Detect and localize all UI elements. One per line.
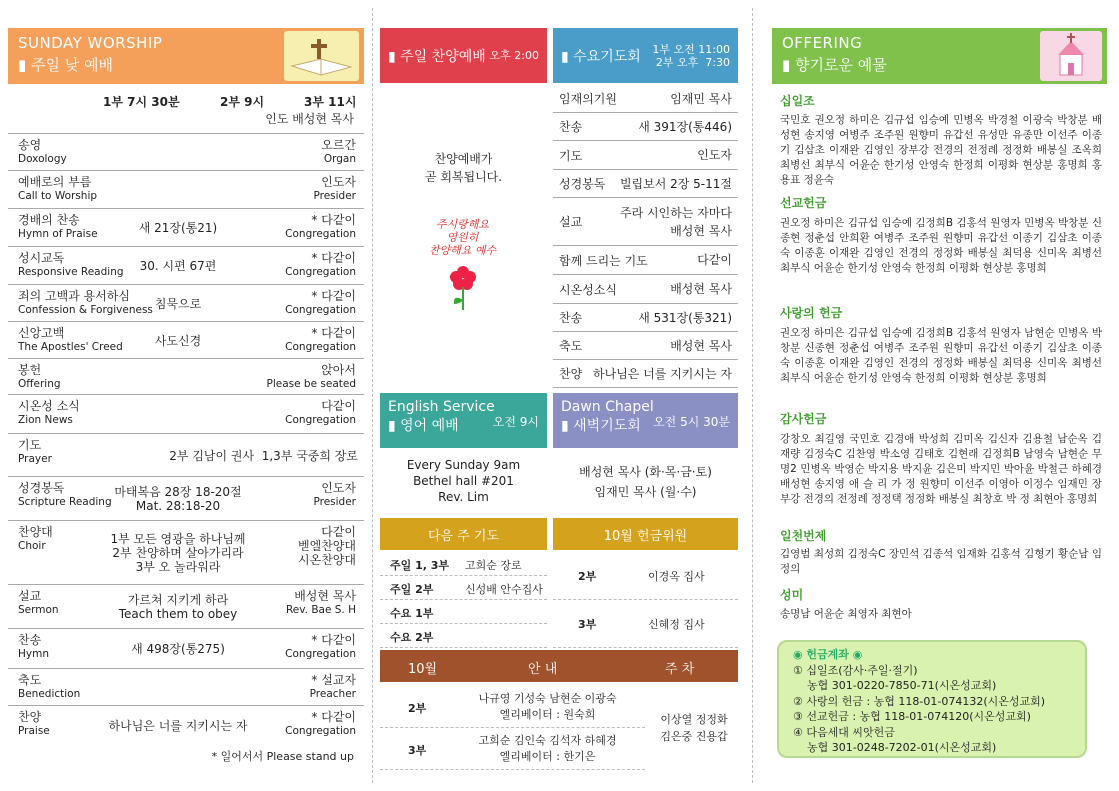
presiding-pastor: 인도 배성현 목사	[265, 112, 354, 126]
offering-section-title: 감사헌금	[780, 412, 827, 426]
wednesday-row	[553, 275, 738, 304]
wednesday-row	[553, 198, 738, 246]
praise-title: ▮ 주일 찬양예배	[388, 48, 486, 65]
order-name-ko: 경배의 찬송	[18, 213, 80, 227]
order-leader-ko: 배성현 목사	[294, 589, 356, 603]
order-label	[18, 710, 50, 738]
prayer-row	[380, 600, 547, 624]
worship-row	[8, 284, 364, 321]
offering-donor-names: 송명남 어윤순 최영자 최현아	[780, 608, 912, 620]
order-leader-ko: * 다같이	[311, 213, 356, 227]
divider	[752, 8, 753, 783]
wed-detail: 배성현 목사	[670, 282, 732, 296]
order-label	[18, 175, 97, 203]
order-name-en: Zion News	[18, 414, 73, 426]
prayer-slot: 주일 1, 3부	[390, 559, 450, 572]
account-line: ④ 다음세대 씨앗헌금	[793, 725, 895, 739]
eng-time: 오전 9시	[492, 415, 539, 429]
order-leader-ko: * 다같이	[311, 633, 356, 647]
wednesday-row	[553, 360, 738, 388]
offer-service: 3부	[578, 618, 597, 631]
account-line: ① 십일조(감사·주일·절기)	[793, 663, 918, 677]
order-label	[18, 589, 59, 617]
praise-time: 오후 2:00	[489, 49, 539, 62]
offering-section-title: 성미	[780, 588, 804, 602]
offering-header-ko: ▮ 향기로운 예물	[782, 56, 887, 74]
worship-row	[8, 433, 364, 476]
account-title: ◉ 헌금계좌 ◉	[793, 648, 863, 661]
account-line: 농협 301-0220-7850-71(시온성교회)	[793, 679, 997, 692]
wed-order: 함께 드리는 기도	[559, 253, 648, 268]
wed-detail: 배성현 목사	[670, 338, 732, 353]
order-name-ko: 기도	[18, 438, 42, 452]
time-1: 1부 7시 30분	[103, 95, 180, 109]
order-leader-en: Presider	[313, 190, 356, 202]
eng-title: English Service	[388, 399, 495, 415]
order-leader-en: Congregation	[285, 648, 356, 660]
order-name-en: Confession & Forgiveness	[18, 304, 153, 316]
order-name-ko: 예배로의 부름	[18, 175, 92, 189]
order-label	[18, 438, 52, 466]
dawn-info: 배성현 목사 (화·목·금·토) 임재민 목사 (월·수)	[579, 465, 712, 499]
order-leader-ko: 앉아서	[321, 363, 356, 377]
wed-order: 찬송	[559, 311, 583, 325]
english-service-header	[380, 393, 547, 448]
eng-ko: ▮ 영어 예배	[388, 418, 459, 434]
order-leader-en: Congregation	[285, 725, 356, 737]
header-ko: ▮ 주일 낮 예배	[18, 56, 114, 74]
order-leader-en: Rev. Bae S. H	[285, 604, 356, 616]
prayer-person: 고희순 장로	[465, 559, 522, 572]
order-leader-en: Preacher	[309, 688, 356, 700]
prayer-slot: 수요 2부	[390, 631, 434, 644]
wed-title: ▮ 수요기도회	[561, 48, 641, 65]
worship-row	[8, 321, 364, 358]
wed-detail: 임재민 목사	[670, 91, 732, 106]
order-name-en: Scripture Reading	[18, 496, 112, 508]
offering-section-title: 일천번제	[780, 529, 827, 543]
order-leader-ko: * 설교자	[311, 673, 356, 687]
time-2: 2부 9시	[220, 95, 265, 109]
dawn-time: 오전 5시 30분	[653, 415, 730, 429]
order-leader	[310, 673, 356, 701]
offering-donor-names: 권오정 하미은 김규섭 임승예 김정희B 김홍석 원영자 민병옥 박창분 신종현 정춘섭 안희환 여병주 조주원 원향미 유갑선 이종기 김삼초 이종숙 이종훈 이재완 김영인 전경의 정정화 배봉실 최덕용 신미옥 최병선 최부식 어윤순 한기성 안영숙 한정희 이평화 현상분 홍명희	[780, 217, 1102, 274]
account-line: ② 사랑의 헌금 : 농협 118-01-074132(시온성교회)	[793, 694, 1046, 708]
order-leader	[285, 251, 356, 279]
order-name-ko: 찬양대	[18, 525, 53, 539]
bible-image-icon	[284, 31, 359, 81]
order-leader-ko: 다같이 벧엘찬양대 시온찬양대	[298, 525, 356, 567]
order-detail: 침묵으로	[154, 296, 202, 311]
prayer-row	[380, 576, 547, 600]
guide-row	[380, 686, 645, 728]
wednesday-row	[553, 304, 738, 332]
prayer-header: 다음 주 기도	[380, 518, 547, 550]
divider	[372, 8, 373, 783]
guide-service: 2부	[408, 702, 427, 715]
worship-row	[8, 358, 364, 394]
dawn-title: Dawn Chapel	[561, 399, 654, 415]
church-image-icon	[1040, 31, 1102, 81]
wed-detail: 새 391장(통446)	[638, 119, 732, 134]
wed-time: 1부 오전 11:00 2부 오후 7:30	[652, 42, 730, 69]
wednesday-row	[553, 85, 738, 113]
order-leader	[285, 326, 356, 354]
wed-detail: 주라 시인하는 자마다 배성현 목사	[620, 205, 732, 238]
wednesday-header	[553, 28, 738, 83]
order-label	[18, 633, 49, 661]
guide-service: 3부	[408, 744, 427, 757]
order-leader	[285, 289, 356, 317]
wed-detail: 빌립보서 2장 5-11절	[619, 176, 732, 191]
dawn-ko: ▮ 새벽기도회	[561, 418, 641, 434]
order-name-en: Hymn of Praise	[18, 228, 98, 240]
wednesday-row	[553, 246, 738, 275]
order-label	[18, 525, 53, 553]
offering-header	[772, 28, 1107, 84]
parking-title: 주 차	[665, 662, 695, 677]
offer-person: 이경옥 집사	[648, 570, 705, 583]
order-leader-ko: 다같이	[321, 399, 356, 413]
order-label	[18, 138, 67, 166]
order-detail: 새 498장(통275)	[131, 642, 225, 656]
worship-row	[8, 246, 364, 284]
wednesday-row	[553, 141, 738, 170]
calligraphy: 주시랑해요 영원히 찬양해요 예수	[428, 218, 497, 257]
order-name-ko: 축도	[18, 673, 42, 687]
order-leader	[321, 138, 356, 166]
worship-row	[8, 208, 364, 246]
sunday-worship-column	[8, 0, 364, 791]
order-leader-ko: * 다같이	[311, 326, 356, 340]
order-label	[18, 673, 80, 701]
order-leader-en: Presider	[313, 496, 356, 508]
order-name-ko: 성시교독	[18, 251, 65, 265]
offering-row	[553, 552, 738, 600]
order-name-ko: 죄의 고백과 용서하심	[18, 289, 130, 303]
worship-row	[8, 476, 364, 520]
prayer-slot: 수요 1부	[390, 607, 434, 620]
order-name-en: Praise	[18, 725, 50, 737]
wed-order: 시온성소식	[559, 282, 617, 297]
worship-row	[8, 705, 364, 745]
order-name-en: Doxology	[18, 153, 67, 165]
order-detail: 사도신경	[154, 333, 202, 348]
order-leader-ko: 오르간	[321, 138, 356, 152]
wed-detail: 하나님은 너를 지키시는 자	[593, 366, 732, 381]
account-line: ③ 선교헌금 : 농협 118-01-074120(시온성교회)	[793, 710, 1031, 723]
order-name-en: Call to Worship	[18, 190, 98, 202]
order-leader-ko: * 다같이	[311, 289, 356, 303]
order-name-ko: 설교	[18, 589, 42, 603]
order-name-en: The Apostles' Creed	[18, 341, 123, 353]
english-info: Every Sunday 9am Bethel hall #201 Rev. Lim	[406, 458, 521, 504]
prayer-person: 신성배 안수집사	[465, 583, 543, 596]
order-leader	[313, 175, 356, 203]
guide-row	[380, 728, 645, 770]
sunday-worship-header	[8, 28, 364, 84]
order-leader	[298, 525, 356, 567]
wed-order: 기도	[559, 148, 583, 163]
order-detail: 2부 김남이 권사 1,3부 국중희 장로	[169, 448, 358, 463]
offering-donor-names: 강창오 최길영 국민호 김경애 박성희 김미옥 김신자 김용철 남순옥 김재량 김정숙C 김찬영 박소영 김태호 김현래 김정희B 남영숙 남현순 무명2 민병옥 박영순 박지용 박지윤 김은미 박지민 박아윤 박철근 하혜경 배성현 송지영 애 슬 리 가 정 원향미 이선주 이영아 이정수 임재민 장부강 전경의 전정례 정정택 정정화 배봉실 최창호 박 정 최현아 홍명희	[780, 433, 1102, 505]
offering-committee-header: 10월 헌금위원	[553, 518, 738, 550]
prayer-slot: 주일 2부	[390, 583, 434, 596]
order-leader-ko: 인도자	[321, 175, 356, 189]
order-leader-en: Congregation	[285, 304, 356, 316]
offering-header-en: OFFERING	[782, 34, 863, 52]
order-leader-en: Congregation	[285, 266, 356, 278]
wednesday-row	[553, 170, 738, 198]
order-label	[18, 363, 61, 391]
offering-section-title: 사랑의 헌금	[780, 306, 843, 320]
order-leader	[286, 589, 356, 617]
guide-header	[380, 650, 738, 682]
wed-order: 찬양	[559, 367, 583, 381]
offer-person: 신혜정 집사	[648, 618, 705, 631]
praise-service-header	[380, 28, 547, 83]
guide-month: 10월	[408, 662, 438, 677]
order-leader	[285, 213, 356, 241]
order-leader	[285, 710, 356, 738]
order-leader-ko: * 다같이	[311, 710, 356, 724]
order-leader	[285, 633, 356, 661]
order-name-ko: 찬송	[18, 633, 42, 647]
order-leader	[285, 399, 356, 427]
order-label	[18, 213, 98, 241]
worship-row	[8, 394, 364, 433]
account-line: 농협 301-0248-7202-01(시온성교회)	[793, 741, 997, 754]
offering-row	[553, 600, 738, 648]
wednesday-row	[553, 332, 738, 360]
wed-order: 설교	[559, 215, 583, 229]
order-detail: 마태복음 28장 18-20절 Mat. 28:18-20	[114, 485, 242, 513]
wednesday-row	[553, 113, 738, 141]
order-leader-en: Please be seated	[266, 378, 356, 390]
order-name-ko: 찬양	[18, 710, 42, 724]
header-en: SUNDAY WORSHIP	[18, 34, 163, 52]
prayer-row	[380, 552, 547, 576]
flower-icon	[448, 262, 478, 312]
order-name-en: Sermon	[18, 604, 59, 616]
time-3: 3부 11시	[304, 95, 357, 109]
wed-order: 축도	[559, 339, 583, 353]
offering-donor-names: 권오정 하미은 김규섭 임승예 김정희B 김홍석 원영자 남현순 민병옥 박창분 신종현 정춘섭 여병주 조주원 원향미 유갑선 이종기 김삼초 이종숙 이종훈 이재완 김영인 전경의 정정화 배봉실 최덕용 신미옥 최병선 최부식 어윤순 한기성 안영숙 한정희 이평화 현상분 홍명희	[780, 327, 1102, 384]
order-detail: 가르쳐 지키게 하라 Teach them to obey	[118, 593, 238, 621]
order-leader-en: Congregation	[285, 341, 356, 353]
worship-row	[8, 520, 364, 584]
worship-row	[8, 668, 364, 705]
middle-column	[380, 0, 740, 791]
order-detail: 하나님은 너를 지키시는 자	[108, 719, 248, 733]
order-name-ko: 송영	[18, 138, 42, 152]
order-name-ko: 성경봉독	[18, 481, 65, 495]
order-name-en: Hymn	[18, 648, 49, 660]
order-name-en: Responsive Reading	[18, 266, 124, 278]
order-name-ko: 신앙고백	[18, 326, 65, 340]
parking-staff: 이상열 정정화 김은중 진용갑	[660, 713, 728, 743]
guide-people: 고희순 김인숙 김석자 하혜경 엘리베이터 : 한기은	[478, 734, 617, 763]
offering-donor-names: 김영범 최성희 김정숙C 장민석 김종석 임재화 김홍석 김형기 황순남 임정의	[780, 548, 1102, 575]
guide-people: 나규영 기성숙 남현순 이광숙 엘리베이터 : 원숙희	[478, 692, 617, 721]
prayer-row	[380, 624, 547, 648]
offering-section-title: 선교헌금	[780, 196, 827, 210]
wed-order: 성경봉독	[559, 177, 606, 191]
offer-service: 2부	[578, 570, 597, 583]
offering-section-title: 십일조	[780, 94, 815, 108]
wed-detail: 다같이	[697, 253, 732, 267]
order-detail: 새 21장(통21)	[138, 221, 218, 235]
wed-detail: 인도자	[697, 148, 732, 162]
order-label	[18, 399, 80, 427]
dawn-chapel-header	[553, 393, 738, 448]
order-name-ko: 시온성 소식	[18, 399, 80, 413]
order-leader-en: Congregation	[285, 228, 356, 240]
order-leader	[267, 363, 356, 391]
order-leader	[313, 481, 356, 509]
order-leader-en: Congregation	[285, 414, 356, 426]
order-leader-ko: 인도자	[321, 481, 356, 495]
order-name-en: Choir	[18, 540, 46, 552]
order-leader-en: Organ	[323, 153, 356, 165]
worship-row	[8, 584, 364, 628]
worship-row	[8, 133, 364, 170]
stand-note: * 일어서서 Please stand up	[211, 750, 354, 763]
wed-order: 찬송	[559, 120, 583, 134]
order-name-ko: 봉헌	[18, 363, 42, 377]
offering-donor-names: 국민호 권오정 하미은 김규섭 임승예 민병옥 박경철 이광숙 박창분 배성현 송지영 여병주 조주원 원향미 유갑선 유성만 유종만 이선주 이종기 김삼초 이재완 김영인 장부강 전경의 전정례 정정화 배봉실 조옥희 최병선 최부식 어윤순 한기성 안영숙 한정희 이평화 현상분 홍명희 홍용표 정윤숙	[780, 114, 1102, 186]
order-leader-ko: * 다같이	[311, 251, 356, 265]
praise-message: 찬양예배가 곧 회복됩니다.	[424, 152, 503, 184]
account-info-box	[777, 640, 1087, 758]
order-detail: 1부 모든 영광을 하나님께 2부 찬양하며 살아가리라 3부 오 놀라워라	[110, 532, 246, 574]
order-name-en: Offering	[18, 378, 61, 390]
guide-title: 안 내	[528, 662, 558, 677]
worship-row	[8, 170, 364, 208]
wed-order: 임재의기원	[559, 92, 617, 106]
offering-column	[772, 0, 1115, 791]
worship-row	[8, 628, 364, 668]
order-detail: 30. 시편 67편	[139, 259, 217, 273]
order-name-en: Benediction	[18, 688, 81, 700]
wed-detail: 새 531장(통321)	[638, 310, 732, 325]
order-name-en: Prayer	[18, 453, 52, 465]
